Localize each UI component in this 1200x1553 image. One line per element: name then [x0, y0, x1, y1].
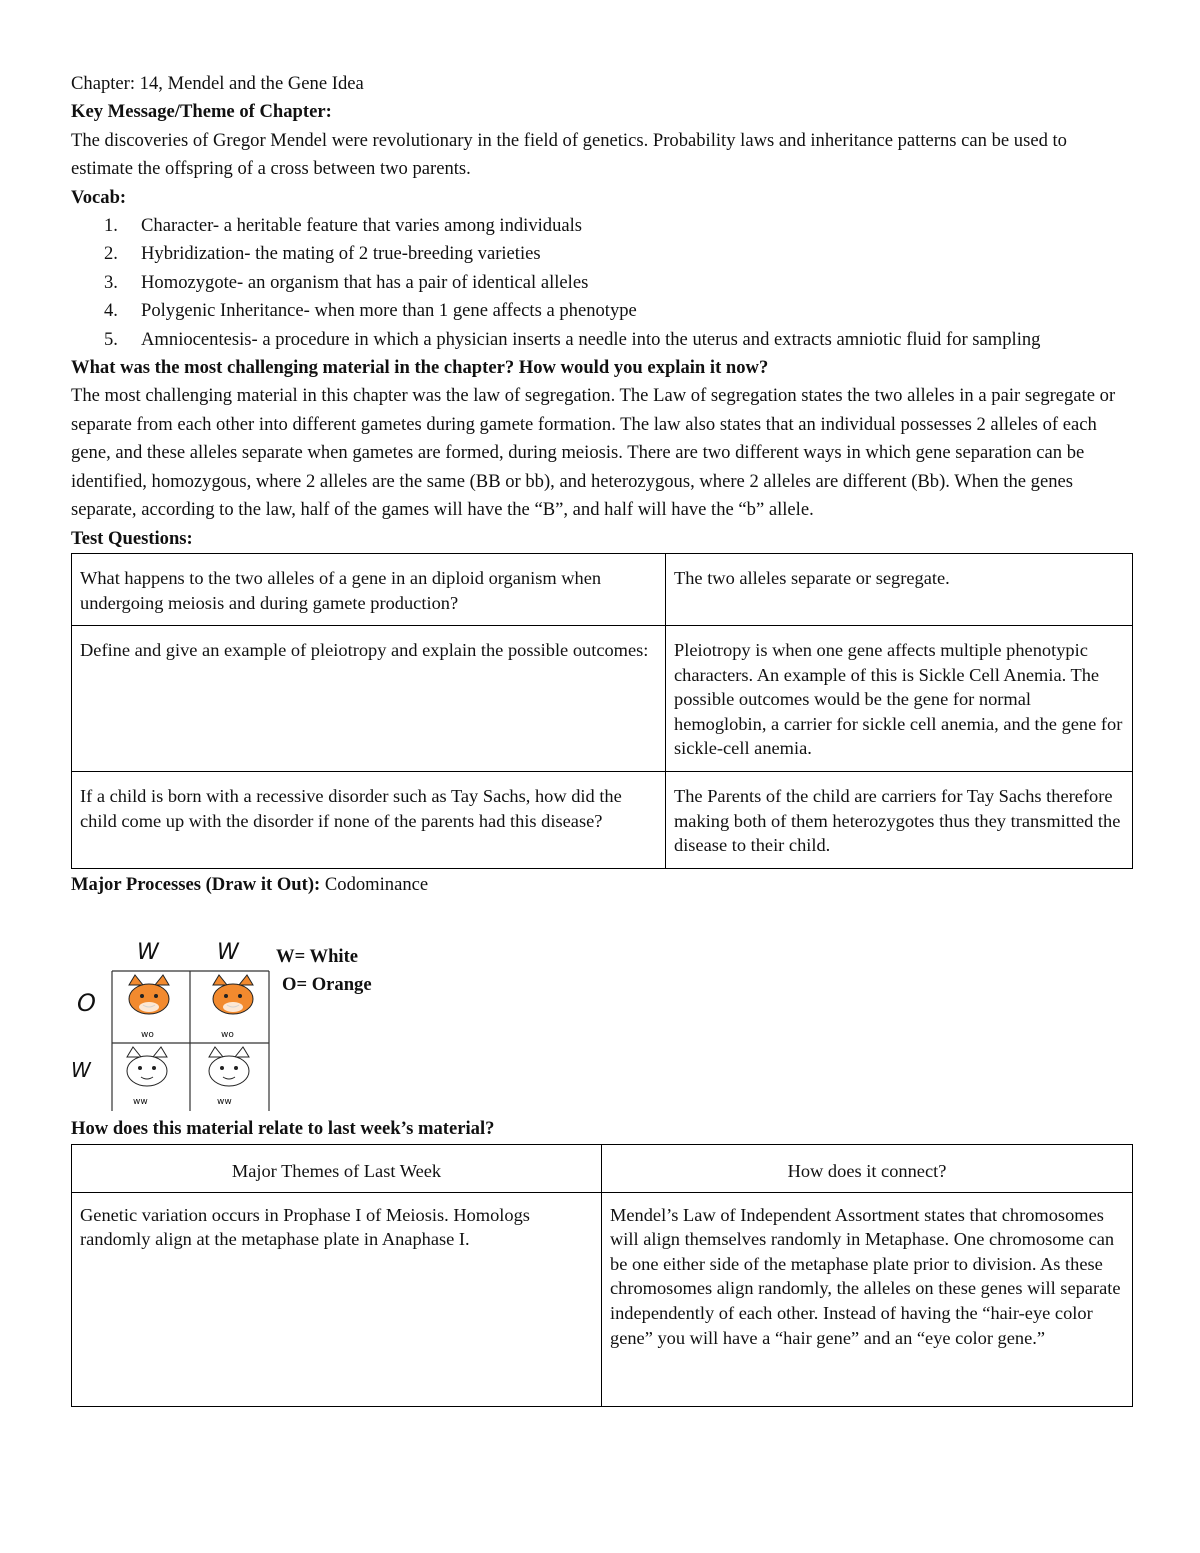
vocab-item: 1. Character- a heritable feature that varies among individuals — [104, 215, 583, 237]
column-header: How does it connect? — [602, 1144, 1133, 1192]
punnett-square-diagram — [71, 899, 1133, 1111]
vocab-item: 2. Hybridization- the mating of 2 true-breeding varieties — [104, 243, 541, 265]
vocab-item: 4. Polygenic Inheritance- when more than 1 gene affects a phenotype — [104, 300, 637, 322]
orange-cat-icon — [129, 975, 169, 1014]
vocab-item: 3. Homozygote- an organism that has a pair of identical alleles — [104, 271, 589, 293]
vocab-list — [71, 212, 1133, 354]
vocab-item: 5. Amniocentesis- a procedure in which a physician inserts a needle into the uterus and extracts amniotic fluid for sampling — [104, 328, 1041, 350]
connection-cell: Mendel’s Law of Independent Assortment states that chromosomes will align themselves randomly in Metaphase. One chromosome can be one either side of the metaphase plate prior to division. As these chromosomes align randomly, the alleles on these genes will separate independently of each other. Instead of having the “hair-eye color gene” you will have a “hair gene” and an “eye color gene.” — [602, 1192, 1133, 1406]
column-header: Major Themes of Last Week — [72, 1144, 602, 1192]
cell-label: wo — [221, 1030, 234, 1041]
question-cell: If a child is born with a recessive disorder such as Tay Sachs, how did the child come up with the disorder if none of the parents had this disease? — [72, 772, 666, 869]
process-topic: Codominance — [324, 873, 429, 895]
vocab-heading: Vocab: — [71, 186, 127, 208]
table-row — [72, 1192, 1133, 1406]
punnett-drawing — [71, 899, 401, 1111]
white-cat-icon — [127, 1047, 167, 1086]
table-header-row — [72, 1144, 1133, 1192]
process-line — [71, 871, 1133, 899]
cell-label: ww — [133, 1097, 148, 1108]
question-cell: What happens to the two alleles of a gene in an diploid organism when undergoing meiosis and during gamete production? — [72, 553, 666, 625]
legend — [276, 943, 372, 999]
process-heading: Major Processes (Draw it Out): — [71, 873, 321, 895]
table-row — [72, 626, 1133, 772]
key-message-text: The discoveries of Gregor Mendel were revolutionary in the field of genetics. Probability laws and inheritance patterns can be used to estimate the offspring of a cross between two parents. — [71, 129, 1067, 180]
cell-label: wo — [141, 1030, 154, 1041]
test-questions-table — [71, 553, 1133, 869]
challenge-heading: What was the most challenging material in the chapter? How would you explain it now? — [71, 357, 769, 379]
last-week-cell: Genetic variation occurs in Prophase I of Meiosis. Homologs randomly align at the metaphase plate in Anaphase I. — [72, 1192, 602, 1406]
cell-label: ww — [217, 1097, 232, 1108]
orange-cat-icon — [213, 975, 253, 1014]
col-allele-2: W — [217, 940, 239, 966]
relate-table — [71, 1144, 1133, 1407]
table-row — [72, 553, 1133, 625]
key-message-heading: Key Message/Theme of Chapter: — [71, 101, 332, 123]
legend-orange: O= Orange — [282, 974, 372, 996]
col-allele-1: W — [137, 940, 159, 966]
answer-cell: The two alleles separate or segregate. — [666, 553, 1133, 625]
row-allele-2: W — [71, 1058, 91, 1083]
answer-cell: Pleiotropy is when one gene affects multiple phenotypic characters. An example of this is Sickle Cell Anemia. The possible outcomes would be the gene for normal hemoglobin, a carrier for sickle cell anemia, and the gene for sickle-cell anemia. — [666, 626, 1133, 772]
answer-cell: The Parents of the child are carriers for Tay Sachs therefore making both of them heterozygotes thus they transmitted the disease to their child. — [666, 772, 1133, 869]
question-cell: Define and give an example of pleiotropy and explain the possible outcomes: — [72, 626, 666, 772]
chapter-title: Chapter: 14, Mendel and the Gene Idea — [71, 73, 364, 94]
row-allele-1: O — [77, 989, 96, 1018]
white-cat-icon — [209, 1047, 249, 1086]
test-heading: Test Questions: — [71, 527, 193, 549]
table-row — [72, 772, 1133, 869]
legend-white: W= White — [276, 946, 359, 968]
document-page — [71, 70, 1133, 1407]
relate-heading: How does this material relate to last week’s material? — [71, 1118, 495, 1140]
challenge-text: The most challenging material in this chapter was the law of segregation. The Law of segregation states the two alleles in a pair segregate or separate from each other into different gametes during gamete formation. The law also states that an individual possesses 2 alleles of each gene, and these alleles separate when gametes are formed, during meiosis. There are two different ways in which gene separation can be identified, homozygous, where 2 alleles are the same (BB or bb), and heterozygous, where 2 alleles are different (Bb). When the genes separate, according to the law, half of the games will have the “B”, and half will have the “b” allele. — [71, 385, 1116, 521]
